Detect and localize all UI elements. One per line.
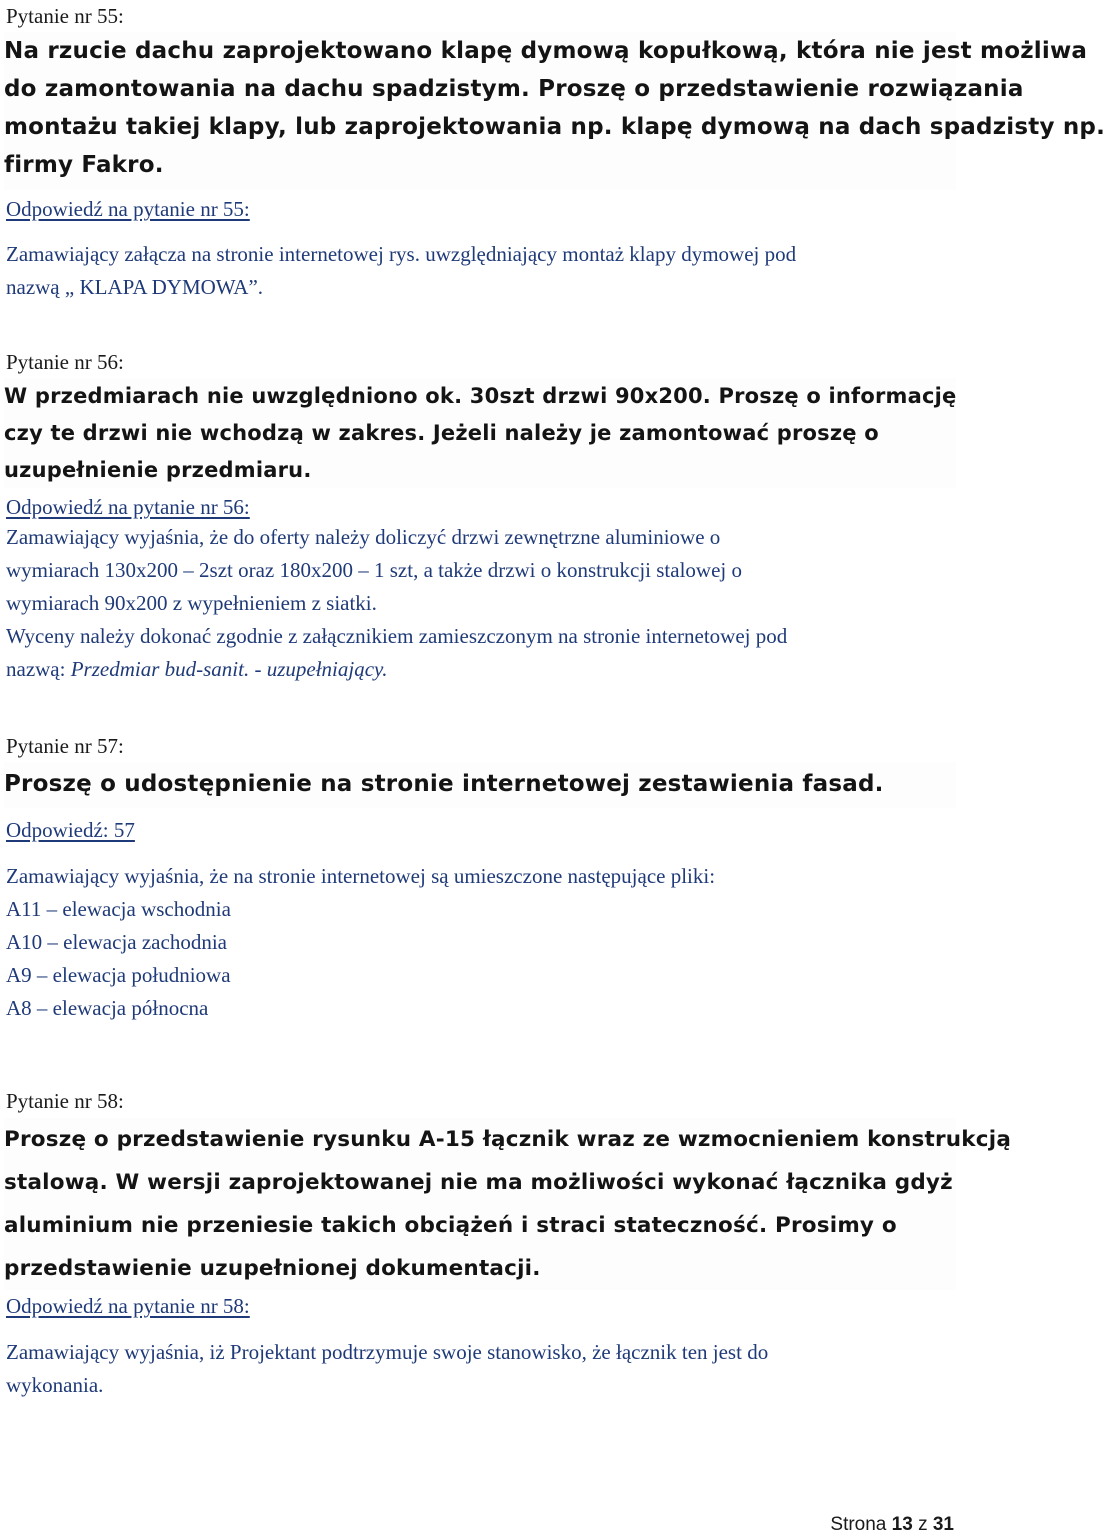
question-57-label: Pytanie nr 57: xyxy=(6,734,124,758)
answer-line: Zamawiający wyjaśnia, że do oferty należy doliczyć drzwi zewnętrzne aluminiowe o xyxy=(6,525,721,549)
answer-55-text xyxy=(6,238,956,304)
answer-line: wymiarach 90x200 z wypełnieniem z siatki. xyxy=(6,591,377,615)
answer-line: Zamawiający wyjaśnia, iż Projektant podtrzymuje swoje stanowisko, że łącznik ten jest do xyxy=(6,1340,769,1364)
scan-line: Proszę o przedstawienie rysunku A-15 łącznik wraz ze wzmocnieniem konstrukcją xyxy=(4,1127,1012,1152)
scan-line: aluminium nie przeniesie takich obciążeń i straci stateczność. Prosimy o xyxy=(4,1213,897,1238)
answer-line: Zamawiający załącza na stronie internetowej rys. uwzględniający montaż klapy dymowej pod xyxy=(6,242,797,266)
scan-line: firmy Fakro. xyxy=(4,152,164,178)
answer-line: wykonania. xyxy=(6,1373,104,1397)
scan-line: Proszę o udostępnienie na stronie internetowej zestawienia fasad. xyxy=(4,771,884,797)
page-total: 31 xyxy=(932,1514,954,1535)
question-56-label: Pytanie nr 56: xyxy=(6,350,124,374)
scan-line: czy te drzwi nie wchodzą w zakres. Jeżeli należy je zamontować proszę o xyxy=(4,421,879,445)
answer-56-text xyxy=(6,521,956,686)
answer-line: Wyceny należy dokonać zgodnie z załącznikiem zamieszczonym na stronie internetowej pod xyxy=(6,624,788,648)
question-58-label: Pytanie nr 58: xyxy=(6,1089,124,1113)
question-55-label: Pytanie nr 55: xyxy=(6,4,124,28)
answer-56-label: Odpowiedź na pytanie nr 56: xyxy=(6,495,250,519)
answer-line: wymiarach 130x200 – 2szt oraz 180x200 – 1 szt, a także drzwi o konstrukcji stalowej o xyxy=(6,558,742,582)
answer-line-last xyxy=(6,653,956,686)
attachment-name: Przedmiar bud-sanit. - uzupełniający. xyxy=(70,657,388,681)
answer-58-label: Odpowiedź na pytanie nr 58: xyxy=(6,1294,250,1318)
scan-line: do zamontowania na dachu spadzistym. Proszę o przedstawienie rozwiązania xyxy=(4,76,1024,102)
question-55-scan xyxy=(4,32,1105,190)
answer-57-text xyxy=(6,860,956,1025)
question-57-scan xyxy=(4,762,956,808)
page-middle: z xyxy=(912,1514,933,1535)
scan-line: stalową. W wersji zaprojektowanej nie ma możliwości wykonać łącznika gdyż xyxy=(4,1170,953,1195)
scan-line: przedstawienie uzupełnionej dokumentacji. xyxy=(4,1256,541,1281)
file-item: A8 – elewacja północna xyxy=(6,996,209,1020)
question-58-scan xyxy=(4,1118,1012,1290)
question-56-scan xyxy=(4,378,956,488)
scan-line: montażu takiej klapy, lub zaprojektowania np. klapę dymową na dach spadzisty np. xyxy=(4,114,1105,140)
answer-58-text xyxy=(6,1336,956,1402)
file-item: A11 – elewacja wschodnia xyxy=(6,897,231,921)
answer-57-label: Odpowiedź: 57 xyxy=(6,818,135,842)
scan-line: W przedmiarach nie uwzględniono ok. 30szt drzwi 90x200. Proszę o informację xyxy=(4,384,957,408)
page-prefix: Strona xyxy=(830,1514,892,1535)
answer-intro: Zamawiający wyjaśnia, że na stronie internetowej są umieszczone następujące pliki: xyxy=(6,864,716,888)
page-current: 13 xyxy=(891,1514,913,1535)
scan-line: uzupełnienie przedmiaru. xyxy=(4,458,312,482)
answer-55-label: Odpowiedź na pytanie nr 55: xyxy=(6,197,250,221)
answer-line: nazwą „ KLAPA DYMOWA”. xyxy=(6,275,264,299)
file-item: A9 – elewacja południowa xyxy=(6,963,231,987)
answer-prefix: nazwą: xyxy=(6,657,71,681)
scan-line: Na rzucie dachu zaprojektowano klapę dymową kopułkową, która nie jest możliwa xyxy=(4,38,1088,64)
page-number xyxy=(830,1514,954,1536)
file-item: A10 – elewacja zachodnia xyxy=(6,930,227,954)
